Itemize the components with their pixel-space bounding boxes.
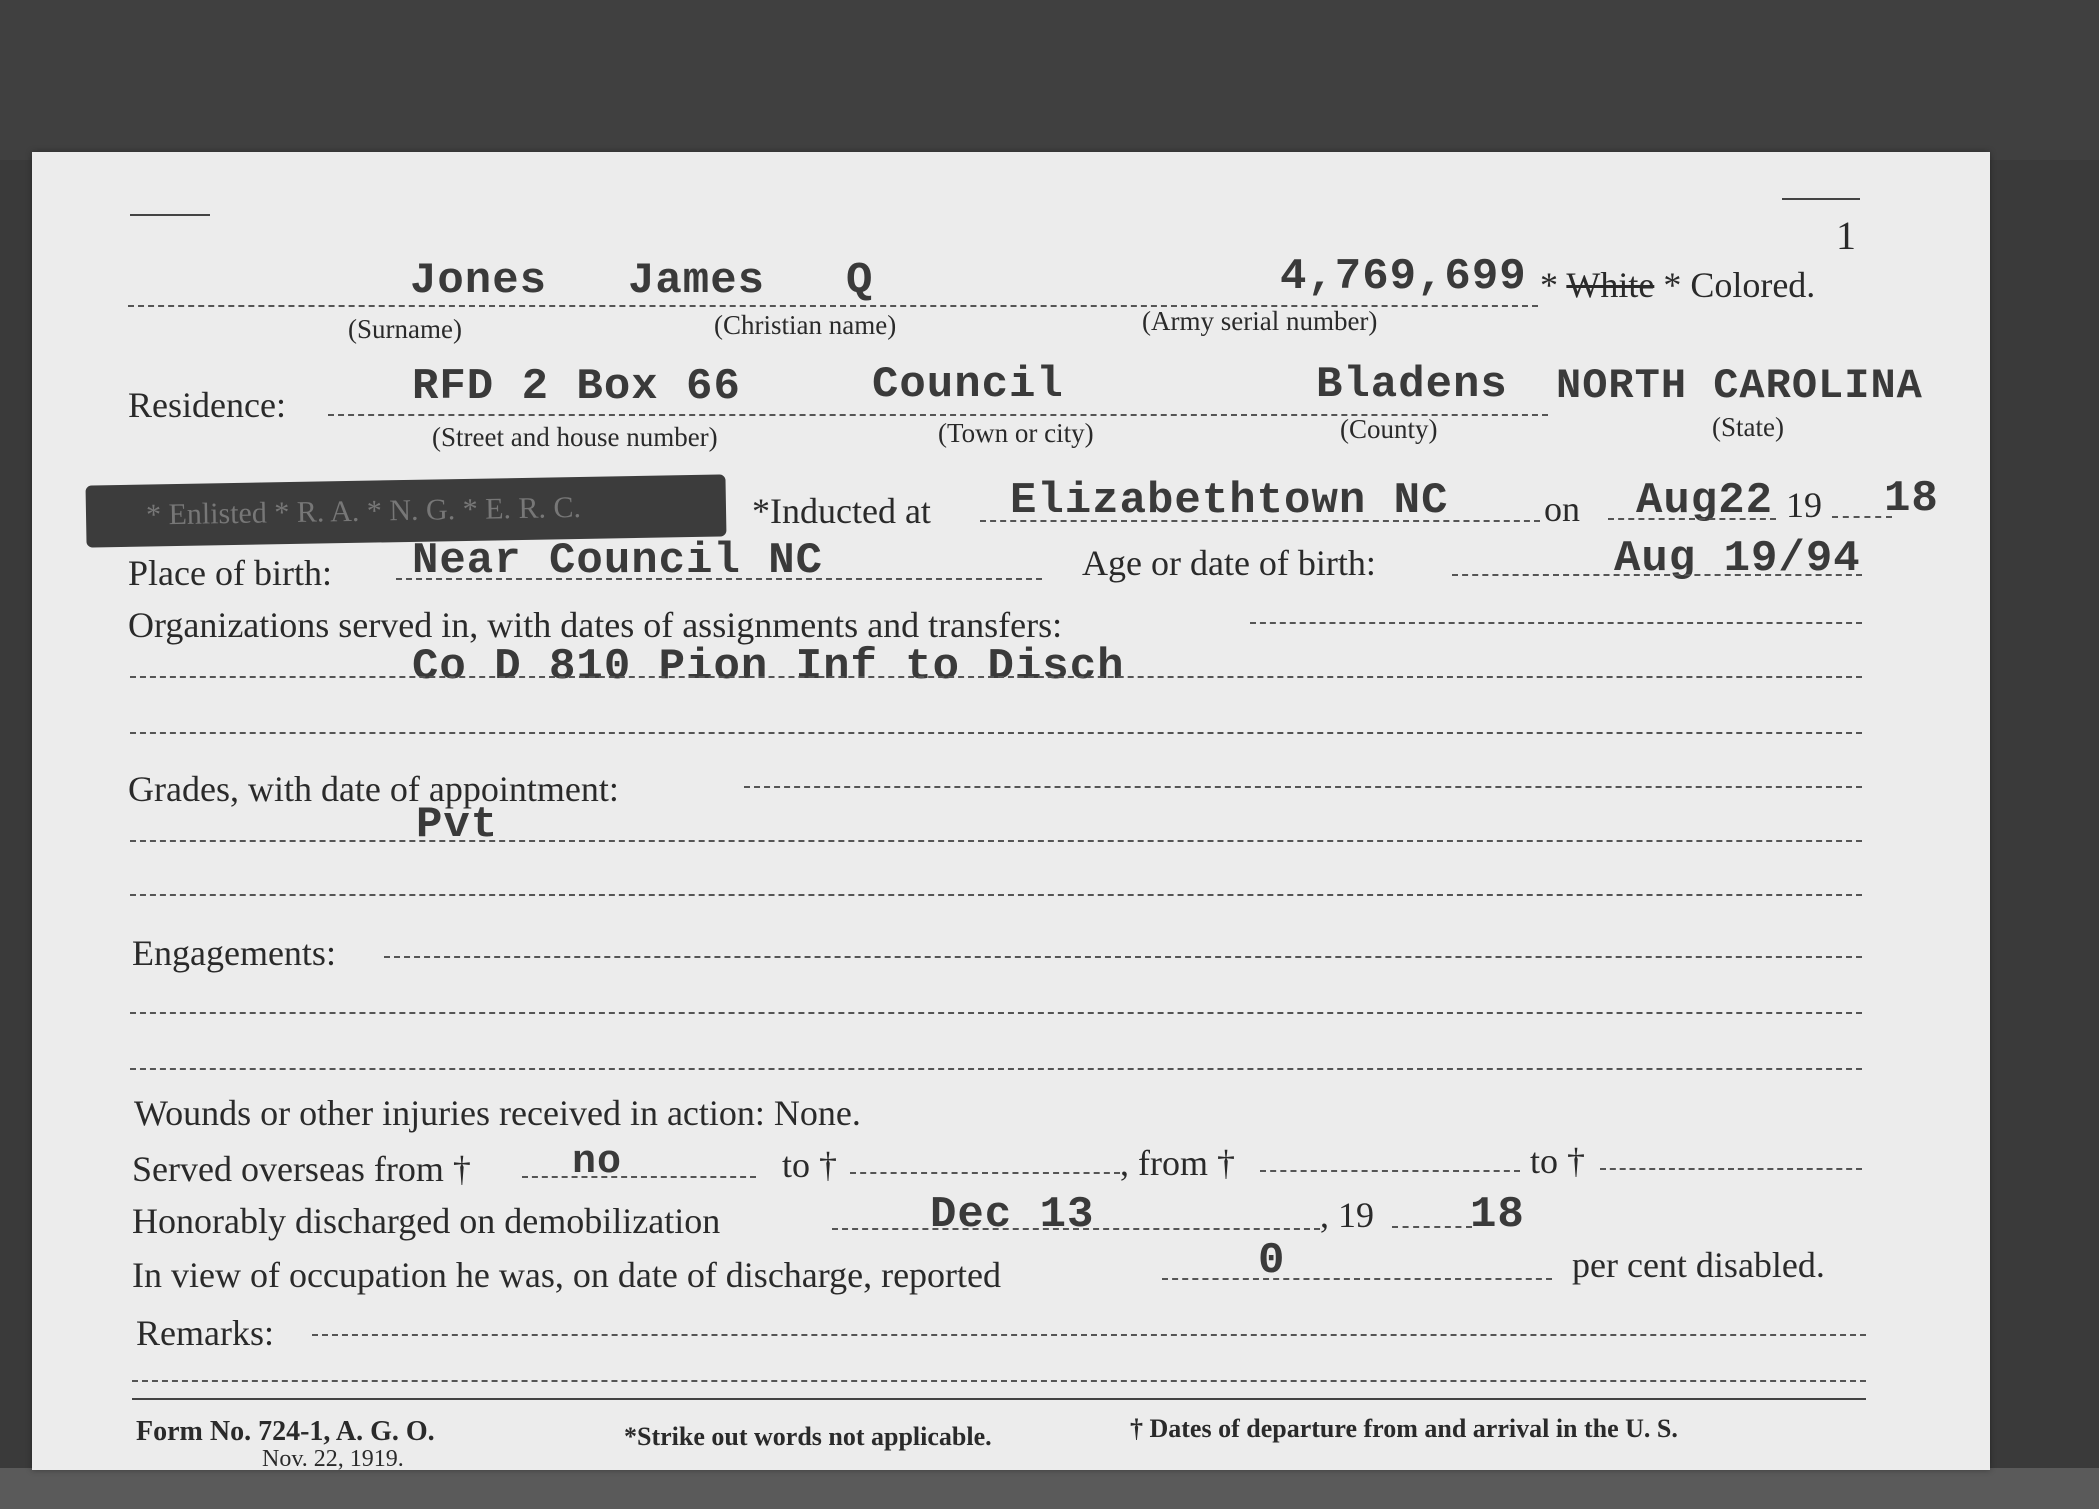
footer-rule xyxy=(132,1398,1866,1400)
organizations-line-1 xyxy=(1250,622,1862,624)
street-value: RFD 2 Box 66 xyxy=(412,362,741,412)
disability-suffix: per cent disabled. xyxy=(1572,1245,1825,1285)
birth-place-value: Near Council NC xyxy=(412,536,824,586)
inducted-at-label: *Inducted at xyxy=(752,491,931,531)
form-number: Form No. 724-1, A. G. O. xyxy=(136,1416,435,1447)
birth-date-line xyxy=(1452,574,1862,576)
remarks-line-1 xyxy=(312,1334,1866,1336)
grades-line-1 xyxy=(744,786,1862,788)
inducted-on-label: on xyxy=(1544,489,1580,529)
birth-place-label: Place of birth: xyxy=(128,553,332,593)
discharge-year-line xyxy=(1392,1226,1472,1228)
state-value: NORTH CAROLINA xyxy=(1556,362,1923,410)
race-star: * xyxy=(1540,265,1567,305)
top-right-mark xyxy=(1782,198,1860,200)
form-date: Nov. 22, 1919. xyxy=(262,1446,404,1472)
background-bottom xyxy=(0,1468,2099,1509)
state-caption: (State) xyxy=(1712,412,1784,442)
organizations-label: Organizations served in, with dates of assignments and transfers: xyxy=(128,605,1063,645)
background-top xyxy=(0,0,2099,160)
top-left-mark xyxy=(130,214,210,216)
footnote-dates: † Dates of departure from and arrival in the U. S. xyxy=(1130,1414,1678,1443)
surname-caption: (Surname) xyxy=(348,314,462,344)
race-options xyxy=(1540,264,1815,306)
residence-label: Residence: xyxy=(128,385,286,425)
discharge-date-value: Dec 13 xyxy=(930,1190,1095,1240)
town-value: Council xyxy=(872,360,1064,410)
inducted-year-line xyxy=(1832,516,1892,518)
engagements-line-2 xyxy=(130,1012,1862,1014)
remarks-line-2 xyxy=(132,1380,1866,1382)
inducted-date-line xyxy=(1608,518,1776,520)
inducted-place-value: Elizabethtown NC xyxy=(1010,476,1449,526)
engagements-line-1 xyxy=(384,956,1862,958)
grades-line-3 xyxy=(130,894,1862,896)
overseas-label: Served overseas from † xyxy=(132,1149,471,1189)
town-caption: (Town or city) xyxy=(938,418,1094,448)
birth-date-value: Aug 19/94 xyxy=(1614,534,1861,584)
overseas-from1-line xyxy=(522,1176,756,1178)
engagements-line-3 xyxy=(130,1068,1862,1070)
remarks-label: Remarks: xyxy=(136,1313,274,1353)
overseas-to1-label: to † xyxy=(782,1145,838,1185)
grades-value: Pvt xyxy=(416,800,499,850)
age-label: Age or date of birth: xyxy=(1082,543,1376,583)
discharge-year-value: 18 xyxy=(1470,1190,1525,1240)
organizations-line-3 xyxy=(130,732,1862,734)
birth-place-line xyxy=(396,578,1042,580)
christian-name-value: James xyxy=(628,256,766,306)
serial-caption: (Army serial number) xyxy=(1142,306,1378,336)
discharge-year-prefix: , 19 xyxy=(1320,1195,1374,1235)
county-caption: (County) xyxy=(1340,414,1438,444)
engagements-label: Engagements: xyxy=(132,933,336,973)
county-value: Bladens xyxy=(1316,360,1508,410)
overseas-to1-line xyxy=(850,1172,1120,1174)
initial-value: Q xyxy=(846,256,874,306)
race-white-struck: White xyxy=(1566,265,1655,305)
footnote-strike: *Strike out words not applicable. xyxy=(624,1422,992,1451)
race-colored: * Colored. xyxy=(1663,265,1816,305)
inducted-date-value: Aug22 xyxy=(1636,476,1774,526)
street-caption: (Street and house number) xyxy=(432,422,718,452)
struck-enlistment-options: * Enlisted * R. A. * N. G. * E. R. C. xyxy=(86,474,727,547)
disability-value: 0 xyxy=(1258,1236,1286,1286)
overseas-from2-label: , from † xyxy=(1120,1143,1235,1183)
inducted-place-line xyxy=(980,520,1540,522)
grades-label: Grades, with date of appointment: xyxy=(128,769,619,809)
serial-value: 4,769,699 xyxy=(1280,252,1527,302)
overseas-from2-line xyxy=(1260,1170,1520,1172)
card-number: 1 xyxy=(1836,213,1856,258)
organizations-value: Co D 810 Pion Inf to Disch xyxy=(412,642,1125,692)
grades-line-2 xyxy=(130,840,1862,842)
surname-value: Jones xyxy=(410,256,548,306)
inducted-year-prefix: 19 xyxy=(1786,485,1822,525)
disability-label: In view of occupation he was, on date of discharge, reported xyxy=(132,1255,1002,1295)
inducted-year-value: 18 xyxy=(1884,474,1939,524)
organizations-line-2 xyxy=(130,676,1862,678)
overseas-to2-line xyxy=(1600,1168,1862,1170)
discharge-label: Honorably discharged on demobilization xyxy=(132,1201,721,1241)
christian-name-caption: (Christian name) xyxy=(714,310,897,340)
wounds-value: None. xyxy=(773,1093,861,1133)
overseas-to2-label: to † xyxy=(1530,1141,1586,1181)
wounds-label-text: Wounds or other injuries received in action: xyxy=(134,1093,765,1133)
overseas-from1-value: no xyxy=(572,1140,623,1185)
wounds-label xyxy=(134,1092,861,1134)
disability-line xyxy=(1162,1278,1552,1280)
